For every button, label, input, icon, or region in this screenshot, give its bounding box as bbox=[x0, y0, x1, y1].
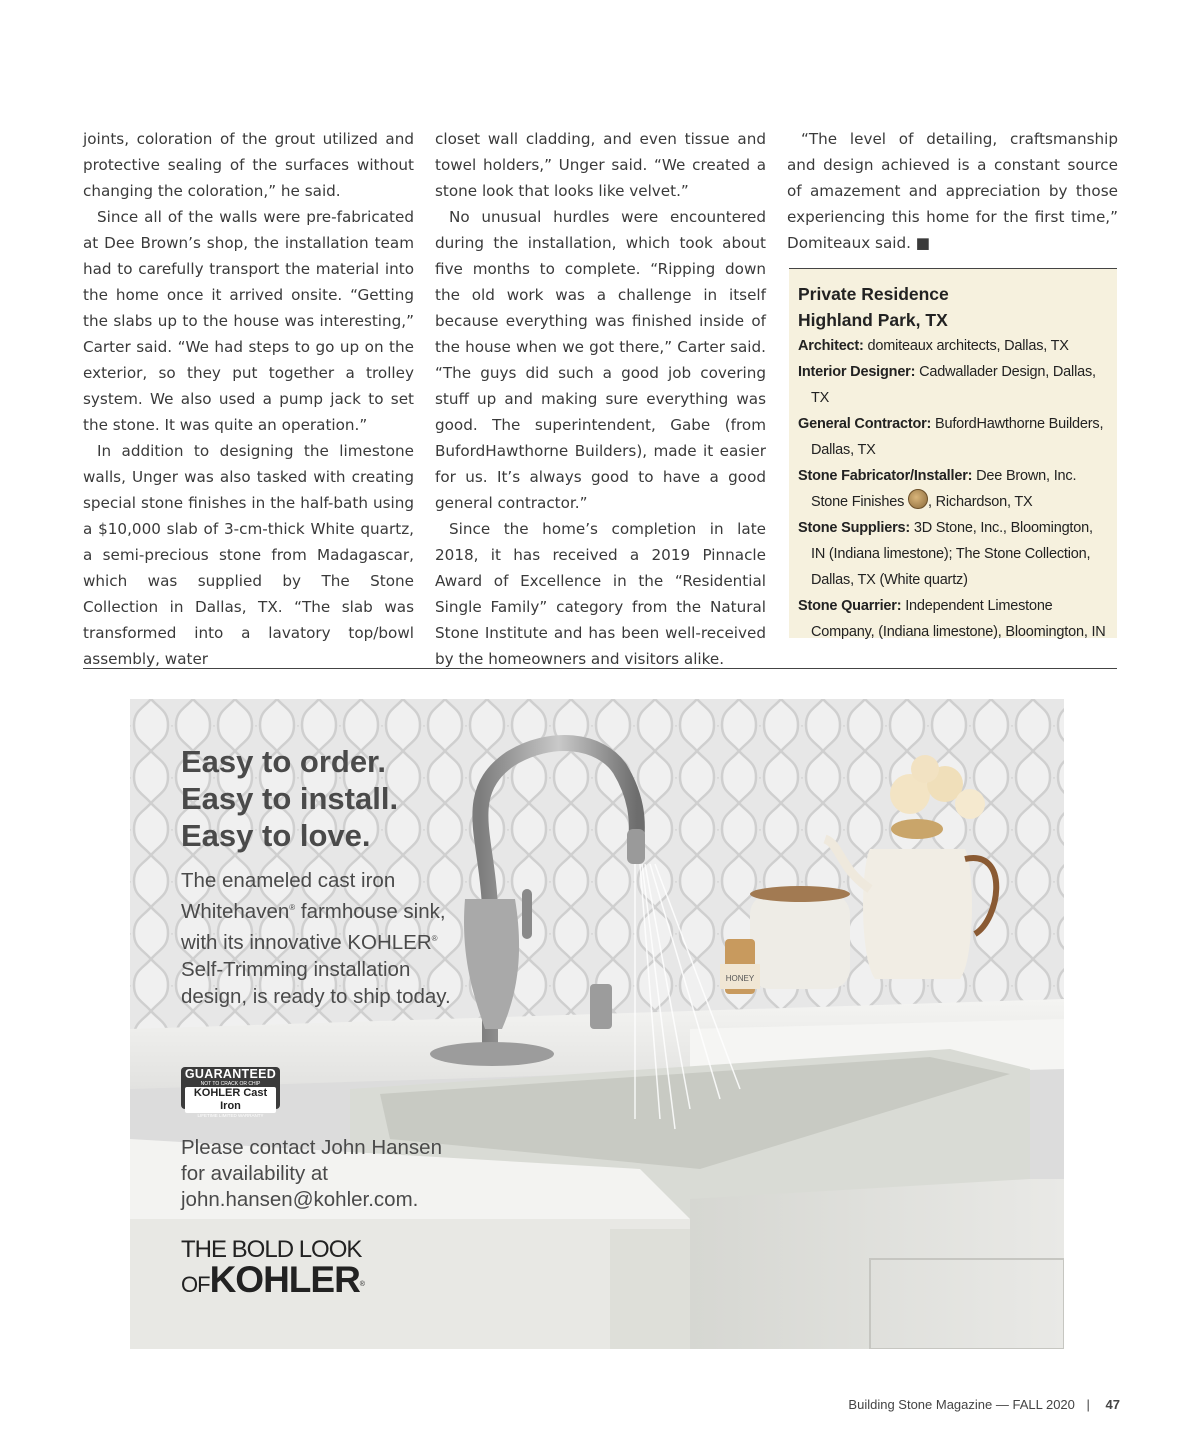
paragraph: closet wall cladding, and even tissue and towel holders,” Unger said. “We created a stone look that looks like velvet.” bbox=[435, 130, 766, 200]
kohler-logo bbox=[181, 1237, 365, 1302]
logo-brand: KOHLER bbox=[209, 1259, 360, 1300]
paragraph: Since all of the walls were pre-fabricated at Dee Brown’s shop, the installation team had to carefully transport the material into the home once it arrived onsite. “Getting the slabs up to the house was interesting,” Carter said. “We had steps to go up on the exterior, so they put together a trolley system. We also used a pump jack to set the stone. It was quite an operation.” bbox=[83, 208, 414, 434]
credit-stone-quarrier: Stone Quarrier: Independent Limestone Company, (Indiana limestone), Bloomington, IN bbox=[798, 598, 1106, 640]
article-column-3 bbox=[787, 126, 1118, 256]
paragraph: No unusual hurdles were encountered during the installation, which took about five months to complete. “Ripping down the old work was a challenge in itself because everything was finished inside of the house when we got there,” Carter said. “The guys did such a good job covering stuff up and making sure everything was good. The superintendent, Gabe (from BufordHawthorne Builders), made it easier for us. It’s always good to have a good general contractor.” bbox=[435, 208, 766, 512]
logo-tagline: THE BOLD LOOK bbox=[181, 1236, 362, 1263]
paragraph: Since the home’s completion in late 2018, it has received a 2019 Pinnacle Award of Excellence in the “Residential Single Family” category from the Natural Stone Institute and has been well-received by the homeowners and visitors alike. bbox=[435, 520, 766, 668]
paragraph: joints, coloration of the grout utilized and protective sealing of the surfaces without changing the coloration,” he said. bbox=[83, 130, 414, 200]
page-number: 47 bbox=[1105, 1397, 1120, 1412]
logo-of: OF bbox=[181, 1272, 210, 1297]
paragraph: In addition to designing the limestone walls, Unger was also tasked with creating special stone finishes in the half-bath using a $10,000 slab of 3-cm-thick White quartz, a semi-precious stone from Madagascar, which was supplied by The Stone Collection in Dallas, TX. “The slab was transformed into a lavatory top/bowl assembly, water bbox=[83, 442, 414, 668]
page-footer bbox=[848, 1397, 1120, 1412]
article-column-1 bbox=[83, 126, 414, 672]
section-divider bbox=[83, 668, 1117, 669]
paragraph: “The level of detailing, craftsmanship and design achieved is a constant source of amazement and appreciation by those experiencing this home for the first time,” Domiteaux said. ■ bbox=[787, 130, 1118, 252]
badge-product: KOHLER Cast Iron bbox=[185, 1087, 276, 1113]
article-column-2 bbox=[435, 126, 766, 672]
headline-line: Easy to order. bbox=[181, 744, 387, 779]
ad-contact[interactable]: Please contact John Hansen for availability at john.hansen@kohler.com. bbox=[181, 1136, 442, 1211]
kohler-advertisement[interactable] bbox=[130, 699, 1064, 1349]
credit-stone-suppliers: Stone Suppliers: 3D Stone, Inc., Bloomington, IN (Indiana limestone); The Stone Collection, Dallas, TX (White quartz) bbox=[798, 520, 1093, 588]
credit-architect: Architect: domiteaux architects, Dallas, TX bbox=[798, 338, 1069, 354]
credit-stone-fabricator: Stone Fabricator/Installer: Dee Brown, Inc. Stone Finishes , Richardson, TX bbox=[798, 468, 1077, 510]
ad-body-text: The enameled cast iron Whitehaven® farmhouse sink, with its innovative KOHLER® Self-Trimming installation design, is ready to ship today. bbox=[181, 869, 451, 1008]
ad-headline bbox=[181, 743, 481, 854]
badge-subtitle: NOT TO CRACK OR CHIP bbox=[200, 1081, 261, 1087]
footer-separator: | bbox=[1086, 1397, 1090, 1412]
guarantee-badge bbox=[181, 1067, 280, 1118]
badge-warranty: LIFETIME LIMITED WARRANTY bbox=[197, 1113, 264, 1118]
headline-line: Easy to love. bbox=[181, 818, 371, 853]
credit-interior-designer: Interior Designer: Cadwallader Design, Dallas, TX bbox=[798, 364, 1096, 406]
ad-copy bbox=[181, 743, 481, 1010]
nsi-seal-icon bbox=[908, 489, 928, 509]
badge-title: GUARANTEED bbox=[184, 1067, 277, 1081]
issue-label: FALL 2020 bbox=[1012, 1397, 1075, 1412]
project-location: Highland Park, TX bbox=[798, 310, 948, 330]
project-name: Private Residence bbox=[798, 284, 949, 304]
publication-name: Building Stone Magazine — bbox=[848, 1397, 1009, 1412]
headline-line: Easy to install. bbox=[181, 781, 399, 816]
logo-registered: ® bbox=[359, 1281, 365, 1288]
credit-general-contractor: General Contractor: BufordHawthorne Builders, Dallas, TX bbox=[798, 416, 1104, 458]
project-credits-box bbox=[789, 268, 1117, 638]
jar-label: HONEY bbox=[725, 974, 755, 983]
